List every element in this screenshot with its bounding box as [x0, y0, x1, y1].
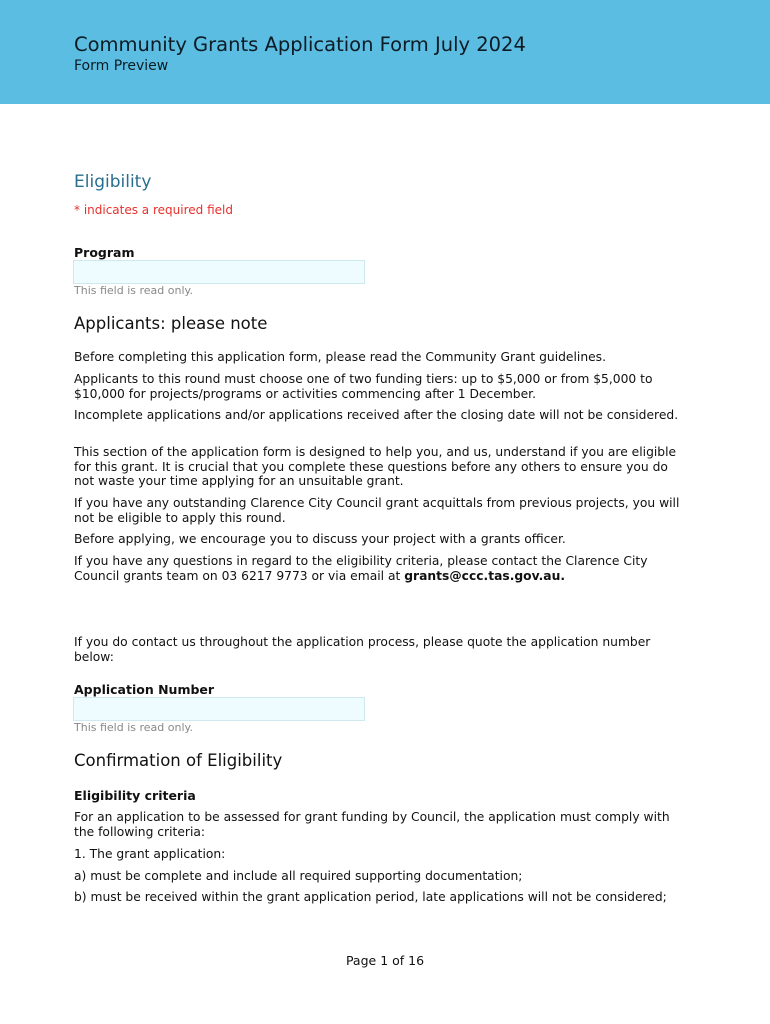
required-field-note: * indicates a required field	[74, 203, 233, 217]
note-paragraph: Before completing this application form, please read the Community Grant guidelines.	[74, 350, 606, 364]
note-paragraph-contact	[74, 554, 684, 583]
contact-text: If you have any questions in regard to the eligibility criteria, please contact the Clarence City Council grants team on 03 6217 9773 or via email at	[74, 554, 648, 583]
grants-email: grants@ccc.tas.gov.au.	[404, 568, 566, 583]
note-paragraph: Before applying, we encourage you to discuss your project with a grants officer.	[74, 532, 566, 546]
note-paragraph: If you do contact us throughout the application process, please quote the application number below:	[74, 635, 651, 664]
page-number: Page 1 of 16	[345, 953, 425, 968]
section-heading-applicants-note: Applicants: please note	[74, 314, 268, 333]
criteria-paragraph: b) must be received within the grant application period, late applications will not be considered;	[74, 890, 667, 904]
section-heading-confirmation: Confirmation of Eligibility	[74, 751, 283, 770]
program-label: Program	[74, 245, 135, 260]
criteria-paragraph: 1. The grant application:	[74, 847, 226, 861]
note-paragraph: Applicants to this round must choose one of two funding tiers: up to $5,000 or from $5,000 to $10,000 for projects/programs or activities commencing after 1 December.	[74, 372, 653, 401]
section-heading-eligibility: Eligibility	[74, 172, 152, 192]
application-number-label: Application Number	[74, 682, 215, 697]
program-readonly-hint: This field is read only.	[74, 284, 193, 297]
program-input[interactable]	[73, 260, 365, 284]
application-number-input[interactable]	[73, 697, 365, 721]
criteria-paragraph: For an application to be assessed for grant funding by Council, the application must comply with the following criteria:	[74, 810, 670, 839]
form-subtitle: Form Preview	[74, 58, 169, 74]
criteria-paragraph: a) must be complete and include all required supporting documentation;	[74, 869, 523, 883]
form-header	[0, 0, 770, 104]
form-title: Community Grants Application Form July 2024	[74, 33, 526, 56]
eligibility-criteria-label: Eligibility criteria	[74, 788, 196, 803]
application-number-readonly-hint: This field is read only.	[74, 721, 193, 734]
note-paragraph: This section of the application form is designed to help you, and us, understand if you are eligible for this grant. It is crucial that you complete these questions before any others to ensure you do not waste your time applying for an unsuitable grant.	[74, 445, 677, 488]
note-paragraph: If you have any outstanding Clarence City Council grant acquittals from previous projects, you will not be eligible to apply this round.	[74, 496, 680, 525]
note-paragraph: Incomplete applications and/or applications received after the closing date will not be considered.	[74, 408, 679, 422]
